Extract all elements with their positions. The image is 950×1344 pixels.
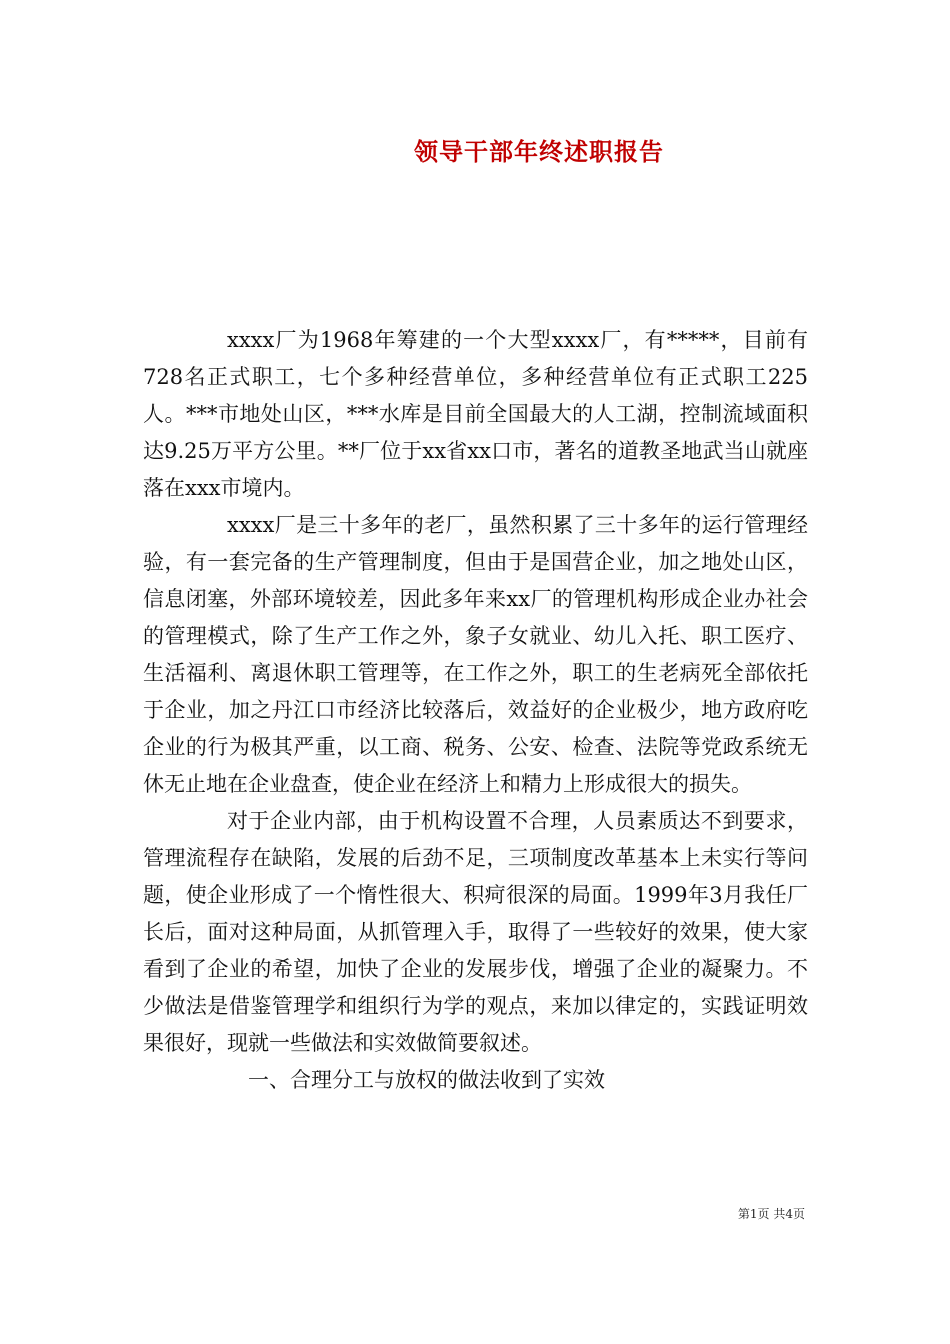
document-title: 领导干部年终述职报告	[414, 137, 664, 166]
paragraph-1: xxxx厂为1968年筹建的一个大型xxxx厂，有*****，目前有728名正式职工，七个多种经营单位，多种经营单位有正式职工225人。***市地处山区，***水库是目前全国最大的人工湖，控制流域面积达9.25万平方公里。**厂位于xx省xx口市，著名的道教圣地武当山就座落在xxx市境内。	[143, 328, 808, 500]
paragraph-3: 对于企业内部，由于机构设置不合理，人员素质达不到要求，管理流程存在缺陷，发展的后劲不足，三项制度改革基本上未实行等问题，使企业形成了一个惰性很大、积疴很深的局面。1999年3月我任厂长后，面对这种局面，从抓管理入手，取得了一些较好的效果，使大家看到了企业的希望，加快了企业的发展步伐，增强了企业的凝聚力。不少做法是借鉴管理学和组织行为学的观点，来加以律定的，实践证明效果很好，现就一些做法和实效做简要叙述。	[143, 809, 808, 1055]
paragraph-2: xxxx厂是三十多年的老厂，虽然积累了三十多年的运行管理经验，有一套完备的生产管理制度，但由于是国营企业，加之地处山区，信息闭塞，外部环境较差，因此多年来xx厂的管理机构形成企业办社会的管理模式，除了生产工作之外，象子女就业、幼儿入托、职工医疗、生活福利、离退休职工管理等，在工作之外，职工的生老病死全部依托于企业，加之丹江口市经济比较落后，效益好的企业极少，地方政府吃企业的行为极其严重，以工商、税务、公安、检查、法院等党政系统无休无止地在企业盘查，使企业在经济上和精力上形成很大的损失。	[143, 513, 808, 796]
page-footer: 第1页 共4页	[737, 1207, 805, 1221]
section-heading: 一、合理分工与放权的做法收到了实效	[248, 1068, 605, 1092]
document-body	[143, 322, 808, 1099]
